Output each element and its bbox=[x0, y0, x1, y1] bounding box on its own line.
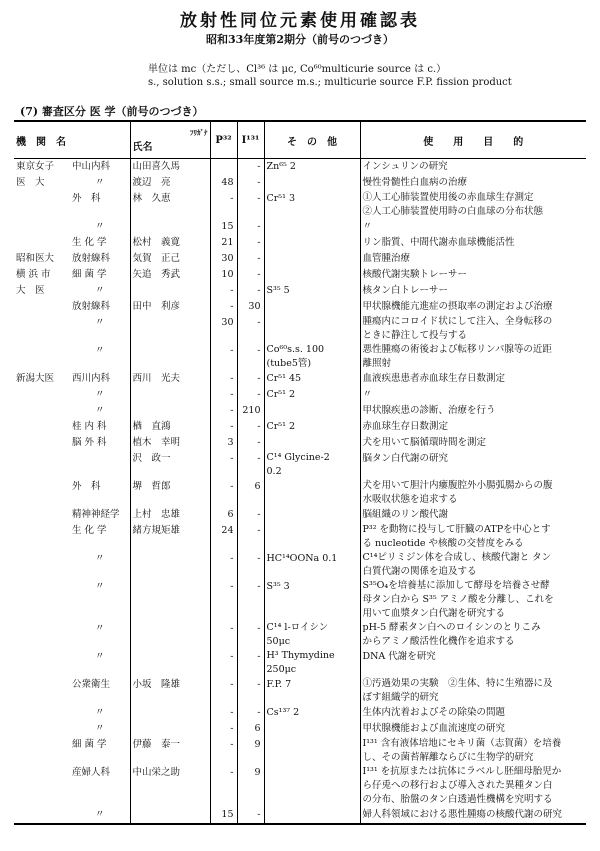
cell-purpose: 甲状腺疾患の診断、治療を行う bbox=[360, 403, 586, 419]
cell-institution: 大 医 bbox=[16, 285, 45, 296]
cell-institution bbox=[14, 343, 70, 371]
table-row bbox=[14, 403, 586, 419]
cell-department: 〃 bbox=[94, 345, 105, 356]
cell-purpose: 核タン白トレーサー bbox=[360, 283, 586, 299]
table-row bbox=[14, 435, 586, 451]
units-note-line-2: s., solution s.s.; small source m.s.; multicurie source F.P. fission product bbox=[148, 77, 512, 88]
cell-other-isotopes bbox=[264, 235, 360, 251]
cell-i131-amount: - bbox=[237, 343, 264, 371]
table-row bbox=[14, 721, 586, 737]
cell-i131-amount: 30 bbox=[237, 299, 264, 315]
cell-department: 桂 内 科 bbox=[72, 421, 107, 432]
cell-i131-amount: - bbox=[237, 451, 264, 479]
cell-institution bbox=[14, 419, 70, 435]
cell-researcher-name: 伊藤 泰一 bbox=[130, 737, 210, 765]
table-row bbox=[14, 579, 586, 621]
cell-institution bbox=[14, 621, 70, 649]
cell-institution bbox=[14, 479, 70, 507]
cell-p32-amount: 15 bbox=[210, 219, 237, 235]
cell-p32-amount: 6 bbox=[210, 507, 237, 523]
cell-department: 放射線科 bbox=[72, 253, 111, 264]
header-institution: 機 関 名 bbox=[14, 121, 130, 159]
cell-purpose: 脳組織のリン酸代謝 bbox=[360, 507, 586, 523]
cell-other-isotopes bbox=[264, 219, 360, 235]
cell-institution bbox=[14, 219, 70, 235]
table-header-row bbox=[14, 121, 586, 159]
cell-other-isotopes bbox=[264, 807, 360, 824]
cell-p32-amount: - bbox=[210, 299, 237, 315]
cell-purpose: 生体内沈着およびその除染の問題 bbox=[360, 705, 586, 721]
table-row bbox=[14, 283, 586, 299]
cell-institution bbox=[14, 299, 70, 315]
cell-institution bbox=[14, 807, 70, 824]
cell-department: 〃 bbox=[94, 723, 105, 734]
cell-purpose: ①人工心肺装置使用後の赤血球生存測定 ②人工心肺装置使用時の白血球の分布状態 bbox=[360, 191, 586, 219]
cell-purpose: 腫瘍内にコロイド状にして注入、全身転移の ときに静注して投与する bbox=[360, 315, 586, 343]
cell-institution bbox=[14, 765, 70, 807]
cell-researcher-name: 林 久恵 bbox=[130, 191, 210, 219]
cell-p32-amount: - bbox=[210, 371, 237, 387]
cell-purpose: 慢性骨髄性白血病の治療 bbox=[360, 175, 586, 191]
cell-purpose: 悪性腫瘍の術後および転移リンパ腺等の近距 離照射 bbox=[360, 343, 586, 371]
cell-other-isotopes: S³⁵ 5 bbox=[264, 283, 360, 299]
cell-institution bbox=[14, 705, 70, 721]
cell-p32-amount: - bbox=[210, 479, 237, 507]
cell-i131-amount: - bbox=[237, 677, 264, 705]
cell-i131-amount: 210 bbox=[237, 403, 264, 419]
cell-purpose: 甲状腺機能および血流速度の研究 bbox=[360, 721, 586, 737]
cell-researcher-name: 堺 哲郎 bbox=[130, 479, 210, 507]
table-row bbox=[14, 523, 586, 551]
cell-department: 〃 bbox=[94, 651, 105, 662]
cell-other-isotopes bbox=[264, 721, 360, 737]
cell-p32-amount: - bbox=[210, 621, 237, 649]
header-p32: P³² bbox=[210, 121, 237, 159]
cell-institution bbox=[14, 191, 70, 219]
cell-institution bbox=[14, 435, 70, 451]
cell-institution: 医 大 bbox=[16, 177, 45, 188]
table-row bbox=[14, 479, 586, 507]
cell-institution bbox=[14, 677, 70, 705]
cell-researcher-name: 矢追 秀武 bbox=[130, 267, 210, 283]
cell-purpose: 〃 bbox=[360, 387, 586, 403]
cell-i131-amount: - bbox=[237, 175, 264, 191]
cell-p32-amount: - bbox=[210, 677, 237, 705]
table-row bbox=[14, 507, 586, 523]
cell-department: 脳 外 科 bbox=[72, 437, 107, 448]
cell-department: 生 化 学 bbox=[72, 525, 107, 536]
cell-i131-amount: - bbox=[237, 267, 264, 283]
cell-other-isotopes bbox=[264, 435, 360, 451]
cell-other-isotopes: Co⁶⁰s.s. 100 (tube5管) bbox=[264, 343, 360, 371]
cell-other-isotopes: Cs¹³⁷ 2 bbox=[264, 705, 360, 721]
table-row bbox=[14, 235, 586, 251]
cell-purpose: 婦人科領域における悪性腫瘍の核酸代謝の研究 bbox=[360, 807, 586, 824]
cell-researcher-name bbox=[130, 721, 210, 737]
cell-researcher-name bbox=[130, 621, 210, 649]
header-name-furigana: ﾌﾘｶﾞﾅ bbox=[190, 127, 208, 137]
table-row bbox=[14, 191, 586, 219]
cell-department: 〃 bbox=[94, 553, 105, 564]
cell-department: 〃 bbox=[94, 623, 105, 634]
table-row bbox=[14, 705, 586, 721]
cell-p32-amount: - bbox=[210, 649, 237, 677]
cell-other-isotopes bbox=[264, 299, 360, 315]
cell-other-isotopes bbox=[264, 737, 360, 765]
header-name-label: 氏名 bbox=[132, 141, 153, 153]
cell-department: 〃 bbox=[94, 405, 105, 416]
table-row bbox=[14, 737, 586, 765]
cell-other-isotopes: C¹⁴ l-ロイシン 50μc bbox=[264, 621, 360, 649]
table-row bbox=[14, 649, 586, 677]
cell-institution: 新潟大医 bbox=[16, 373, 55, 384]
cell-other-isotopes bbox=[264, 403, 360, 419]
cell-other-isotopes: F.P. 7 bbox=[264, 677, 360, 705]
cell-purpose: S³⁵O₄を培養基に添加して酵母を培養させ酵 母タン白から S³⁵ アミノ酸を分離し、これを 用いて血漿タン白代謝を研究する bbox=[360, 579, 586, 621]
cell-institution bbox=[14, 507, 70, 523]
cell-department: 産婦人科 bbox=[72, 767, 111, 778]
cell-institution bbox=[14, 721, 70, 737]
cell-p32-amount: 3 bbox=[210, 435, 237, 451]
cell-p32-amount: 48 bbox=[210, 175, 237, 191]
cell-purpose: ①汚過効果の実験 ②生体、特に生殖器に及 ぼす組織学的研究 bbox=[360, 677, 586, 705]
cell-p32-amount: - bbox=[210, 283, 237, 299]
cell-institution bbox=[14, 649, 70, 677]
cell-purpose: 犬を用いて脳循環時間を測定 bbox=[360, 435, 586, 451]
cell-department: 〃 bbox=[94, 317, 105, 328]
cell-p32-amount: - bbox=[210, 403, 237, 419]
cell-institution bbox=[14, 387, 70, 403]
cell-purpose: 血液疾患患者赤血球生存日数測定 bbox=[360, 371, 586, 387]
cell-department: 中山内科 bbox=[72, 161, 111, 172]
table-row bbox=[14, 175, 586, 191]
cell-researcher-name: 植木 幸明 bbox=[130, 435, 210, 451]
table-row bbox=[14, 621, 586, 649]
cell-other-isotopes: C¹⁴ Glycine-2 0.2 bbox=[264, 451, 360, 479]
cell-institution bbox=[14, 235, 70, 251]
cell-other-isotopes: HC¹⁴OONa 0.1 bbox=[264, 551, 360, 579]
cell-purpose: 犬を用いて胆汁内瘻腹腔外小腸弧腸からの腹 水吸収状態を追求する bbox=[360, 479, 586, 507]
cell-i131-amount: - bbox=[237, 807, 264, 824]
cell-i131-amount: 9 bbox=[237, 737, 264, 765]
cell-p32-amount: - bbox=[210, 737, 237, 765]
cell-other-isotopes bbox=[264, 267, 360, 283]
table-row bbox=[14, 219, 586, 235]
cell-other-isotopes: Cr⁵¹ 3 bbox=[264, 191, 360, 219]
table-row bbox=[14, 343, 586, 371]
cell-researcher-name bbox=[130, 705, 210, 721]
table-row bbox=[14, 451, 586, 479]
table-row bbox=[14, 765, 586, 807]
cell-purpose: 核酸代謝実験トレーサー bbox=[360, 267, 586, 283]
cell-p32-amount bbox=[210, 159, 237, 176]
cell-p32-amount: 15 bbox=[210, 807, 237, 824]
cell-other-isotopes: Cr⁵¹ 2 bbox=[264, 387, 360, 403]
cell-department: 〃 bbox=[94, 221, 105, 232]
isotope-usage-table bbox=[14, 120, 586, 825]
cell-i131-amount: - bbox=[237, 419, 264, 435]
cell-department: 〃 bbox=[70, 807, 130, 824]
cell-researcher-name bbox=[130, 387, 210, 403]
cell-p32-amount: - bbox=[210, 721, 237, 737]
cell-researcher-name: 沢 政一 bbox=[130, 451, 210, 479]
section-heading: (7) 審査区分 医 学（前号のつづき） bbox=[20, 105, 204, 118]
cell-institution bbox=[14, 523, 70, 551]
cell-researcher-name: 小坂 隆雄 bbox=[130, 677, 210, 705]
cell-purpose: 血管腫治療 bbox=[360, 251, 586, 267]
cell-other-isotopes bbox=[264, 175, 360, 191]
cell-purpose: DNA 代謝を研究 bbox=[360, 649, 586, 677]
cell-other-isotopes bbox=[264, 315, 360, 343]
cell-department: 〃 bbox=[94, 707, 105, 718]
cell-department: 細 菌 学 bbox=[72, 269, 107, 280]
cell-researcher-name bbox=[130, 807, 210, 824]
cell-i131-amount: - bbox=[237, 315, 264, 343]
cell-i131-amount: - bbox=[237, 435, 264, 451]
cell-purpose: pH-5 酵素タン白へのロイシンのとりこみ からアミノ酸活性化機作を追求する bbox=[360, 621, 586, 649]
cell-i131-amount: 9 bbox=[237, 765, 264, 807]
cell-i131-amount: - bbox=[237, 507, 264, 523]
cell-other-isotopes bbox=[264, 523, 360, 551]
cell-researcher-name: 気賀 正己 bbox=[130, 251, 210, 267]
table-row bbox=[14, 159, 586, 176]
cell-researcher-name: 楢 直鴻 bbox=[130, 419, 210, 435]
cell-purpose: 〃 bbox=[360, 219, 586, 235]
cell-department: 生 化 学 bbox=[72, 237, 107, 248]
cell-researcher-name bbox=[130, 551, 210, 579]
cell-researcher-name: 松村 義寛 bbox=[130, 235, 210, 251]
table-row bbox=[14, 419, 586, 435]
cell-institution bbox=[14, 737, 70, 765]
header-other: そ の 他 bbox=[264, 121, 360, 159]
cell-i131-amount: - bbox=[237, 191, 264, 219]
cell-other-isotopes bbox=[264, 251, 360, 267]
cell-institution bbox=[14, 551, 70, 579]
cell-i131-amount: 6 bbox=[237, 479, 264, 507]
cell-p32-amount: - bbox=[210, 765, 237, 807]
cell-i131-amount: - bbox=[237, 387, 264, 403]
cell-p32-amount: - bbox=[210, 451, 237, 479]
cell-other-isotopes: H³ Thymydine 250μc bbox=[264, 649, 360, 677]
cell-purpose: P³² を動物に投与して肝臓のATPを中心とす る nucleotide や核酸の交替度をみる bbox=[360, 523, 586, 551]
page-subtitle: 昭和33年度第2期分（前号のつづき） bbox=[206, 33, 394, 46]
table-row bbox=[14, 251, 586, 267]
cell-i131-amount: - bbox=[237, 523, 264, 551]
cell-p32-amount: - bbox=[210, 387, 237, 403]
cell-other-isotopes bbox=[264, 765, 360, 807]
cell-researcher-name bbox=[130, 343, 210, 371]
cell-other-isotopes: Zn⁶⁵ 2 bbox=[264, 159, 360, 176]
cell-researcher-name: 渡辺 亮 bbox=[130, 175, 210, 191]
cell-purpose: 赤血球生存日数測定 bbox=[360, 419, 586, 435]
cell-i131-amount: - bbox=[237, 649, 264, 677]
cell-i131-amount: - bbox=[237, 551, 264, 579]
table-row bbox=[14, 371, 586, 387]
cell-i131-amount: 6 bbox=[237, 721, 264, 737]
units-note-line-1: 単位は mc（ただし、Cl³⁶ は μc, Co⁶⁰multicurie source は c.） bbox=[148, 64, 447, 75]
cell-department: 放射線科 bbox=[72, 301, 111, 312]
cell-researcher-name bbox=[130, 315, 210, 343]
cell-researcher-name bbox=[130, 579, 210, 621]
table-row bbox=[14, 551, 586, 579]
cell-i131-amount: - bbox=[237, 251, 264, 267]
header-purpose: 使 用 目 的 bbox=[360, 121, 586, 159]
cell-researcher-name bbox=[130, 219, 210, 235]
cell-department: 細 菌 学 bbox=[72, 739, 107, 750]
cell-department: 外 科 bbox=[72, 481, 101, 492]
cell-i131-amount: - bbox=[237, 235, 264, 251]
cell-i131-amount: - bbox=[237, 219, 264, 235]
cell-institution: 横 浜 市 bbox=[16, 269, 51, 280]
cell-p32-amount: 10 bbox=[210, 267, 237, 283]
cell-institution bbox=[14, 315, 70, 343]
cell-department: 〃 bbox=[94, 581, 105, 592]
table-row bbox=[14, 267, 586, 283]
cell-department: 〃 bbox=[94, 177, 105, 188]
cell-other-isotopes bbox=[264, 507, 360, 523]
cell-researcher-name bbox=[130, 649, 210, 677]
cell-p32-amount: - bbox=[210, 343, 237, 371]
cell-department: 精神神経学 bbox=[72, 509, 120, 520]
table-row bbox=[14, 807, 586, 824]
cell-other-isotopes: Cr⁵¹ 2 bbox=[264, 419, 360, 435]
cell-p32-amount: - bbox=[210, 579, 237, 621]
cell-researcher-name: 山田喜久馬 bbox=[130, 159, 210, 176]
cell-purpose: C¹⁴ピリミジン体を合成し、核酸代謝と タン 白質代謝の関係を追及する bbox=[360, 551, 586, 579]
cell-purpose: I¹³¹ を抗原または抗体にラベルし胚細母胎児か ら仔兎への移行および導入された異種タン白 の分布、胎盤のタン白透過性機構を究明する bbox=[360, 765, 586, 807]
header-i131: I¹³¹ bbox=[237, 121, 264, 159]
cell-institution bbox=[14, 403, 70, 419]
cell-purpose: 脳タン白代謝の研究 bbox=[360, 451, 586, 479]
cell-i131-amount: - bbox=[237, 371, 264, 387]
cell-institution: 昭和医大 bbox=[16, 253, 55, 264]
cell-p32-amount: 24 bbox=[210, 523, 237, 551]
header-name bbox=[130, 121, 210, 159]
cell-department: 〃 bbox=[94, 389, 105, 400]
cell-department: 外 科 bbox=[72, 193, 101, 204]
cell-researcher-name: 田中 利彦 bbox=[130, 299, 210, 315]
table-row bbox=[14, 315, 586, 343]
cell-i131-amount: - bbox=[237, 283, 264, 299]
cell-other-isotopes: S³⁵ 3 bbox=[264, 579, 360, 621]
cell-purpose: リン脂質、中間代謝赤血球機能活性 bbox=[360, 235, 586, 251]
cell-p32-amount: - bbox=[210, 191, 237, 219]
cell-researcher-name bbox=[130, 283, 210, 299]
cell-department: 公衆衛生 bbox=[72, 679, 111, 690]
cell-p32-amount: 21 bbox=[210, 235, 237, 251]
cell-i131-amount: - bbox=[237, 579, 264, 621]
cell-purpose: I¹³¹ 含有液体培地にセキリ菌（志賀菌）を培養 し、その菌苔解離ならびに生物学的研究 bbox=[360, 737, 586, 765]
cell-p32-amount: 30 bbox=[210, 315, 237, 343]
cell-institution bbox=[14, 451, 70, 479]
cell-institution: 東京女子 bbox=[16, 161, 55, 172]
cell-i131-amount: - bbox=[237, 705, 264, 721]
cell-other-isotopes bbox=[264, 479, 360, 507]
cell-purpose: インシュリンの研究 bbox=[360, 159, 586, 176]
table-row bbox=[14, 677, 586, 705]
cell-p32-amount: - bbox=[210, 419, 237, 435]
cell-department bbox=[70, 451, 130, 479]
table-row bbox=[14, 299, 586, 315]
page-title: 放射性同位元素使用確認表 bbox=[180, 11, 420, 31]
table-row bbox=[14, 387, 586, 403]
cell-researcher-name: 上村 忠雄 bbox=[130, 507, 210, 523]
cell-i131-amount: - bbox=[237, 621, 264, 649]
cell-researcher-name: 中山栄之助 bbox=[130, 765, 210, 807]
cell-other-isotopes: Cr⁵¹ 45 bbox=[264, 371, 360, 387]
cell-p32-amount: - bbox=[210, 705, 237, 721]
cell-p32-amount: 30 bbox=[210, 251, 237, 267]
cell-researcher-name bbox=[130, 403, 210, 419]
cell-purpose: 甲状腺機能亢進症の摂取率の測定および治療 bbox=[360, 299, 586, 315]
cell-department: 〃 bbox=[94, 285, 105, 296]
cell-researcher-name: 西川 光夫 bbox=[130, 371, 210, 387]
cell-researcher-name: 緒方規矩雄 bbox=[130, 523, 210, 551]
cell-department: 西川内科 bbox=[72, 373, 111, 384]
cell-institution bbox=[14, 579, 70, 621]
cell-p32-amount: - bbox=[210, 551, 237, 579]
cell-i131-amount: - bbox=[237, 159, 264, 176]
